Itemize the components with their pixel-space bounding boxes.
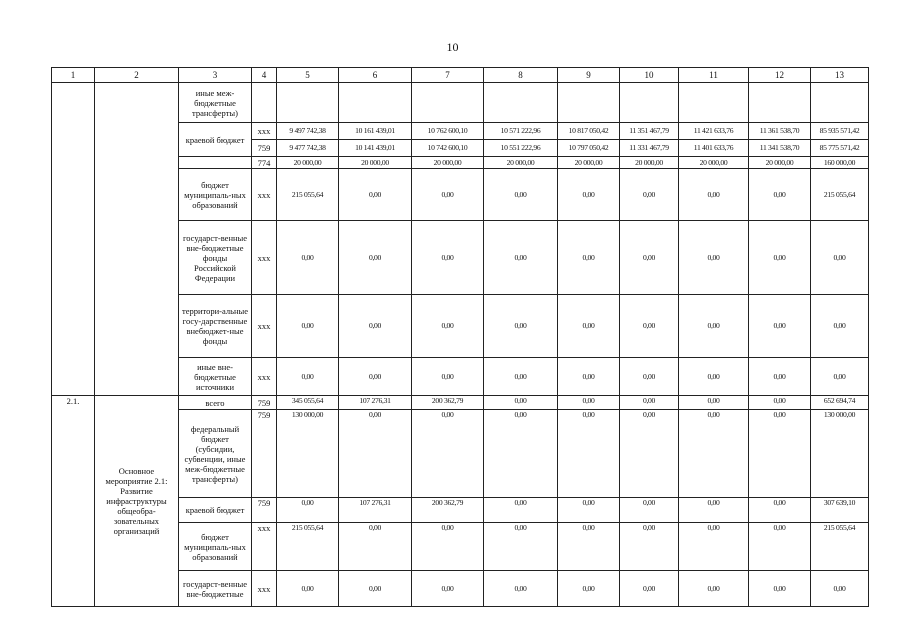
value-cell: 0,00 [277, 221, 339, 295]
code-cell: ххх [252, 123, 277, 140]
value-cell: 10 161 439,01 [339, 123, 412, 140]
value-cell: 0,00 [412, 295, 484, 358]
value-cell: 11 341 538,70 [749, 140, 811, 157]
value-cell: 0,00 [749, 523, 811, 571]
value-cell: 215 055,64 [811, 169, 869, 221]
value-cell: 0,00 [558, 523, 620, 571]
source-label: иные меж- бюджетные трансферты) [179, 83, 252, 123]
value-cell: 0,00 [811, 221, 869, 295]
value-cell: 0,00 [620, 396, 679, 410]
value-cell: 0,00 [749, 396, 811, 410]
value-cell: 0,00 [558, 396, 620, 410]
value-cell: 0,00 [749, 358, 811, 396]
value-cell: 0,00 [484, 169, 558, 221]
value-cell: 0,00 [679, 498, 749, 523]
value-cell: 9 477 742,38 [277, 140, 339, 157]
value-cell: 0,00 [811, 358, 869, 396]
column-header: 12 [749, 68, 811, 83]
table-row [52, 396, 869, 410]
source-label: бюджет муниципаль-ных образований [179, 523, 252, 571]
value-cell: 11 421 633,76 [679, 123, 749, 140]
value-cell [679, 83, 749, 123]
page-number: 10 [446, 40, 459, 54]
value-cell: 0,00 [620, 523, 679, 571]
column-header: 7 [412, 68, 484, 83]
value-cell: 652 694,74 [811, 396, 869, 410]
value-cell: 0,00 [412, 523, 484, 571]
source-label: иные вне-бюджетные источники [179, 358, 252, 396]
value-cell: 0,00 [484, 410, 558, 498]
source-label: государст-венные вне-бюджетные фонды Российской Федерации [179, 221, 252, 295]
value-cell: 0,00 [277, 571, 339, 607]
value-cell: 0,00 [620, 221, 679, 295]
value-cell: 10 762 600,10 [412, 123, 484, 140]
code-cell: 759 [252, 498, 277, 523]
value-cell: 85 775 571,42 [811, 140, 869, 157]
value-cell: 0,00 [749, 295, 811, 358]
source-label: федеральный бюджет (субсидии, субвенции, иные меж-бюджетные трансферты) [179, 410, 252, 498]
value-cell: 130 000,00 [811, 410, 869, 498]
value-cell: 0,00 [620, 571, 679, 607]
value-cell: 0,00 [811, 295, 869, 358]
source-label: краевой бюджет [179, 123, 252, 157]
value-cell: 20 000,00 [679, 157, 749, 169]
value-cell: 160 000,00 [811, 157, 869, 169]
source-label: всего [179, 396, 252, 410]
value-cell: 11 401 633,76 [679, 140, 749, 157]
value-cell [339, 83, 412, 123]
value-cell: 107 276,31 [339, 498, 412, 523]
value-cell: 200 362,79 [412, 498, 484, 523]
value-cell: 0,00 [749, 221, 811, 295]
value-cell: 0,00 [484, 358, 558, 396]
value-cell: 0,00 [484, 498, 558, 523]
value-cell: 10 141 439,01 [339, 140, 412, 157]
value-cell: 0,00 [277, 295, 339, 358]
column-header: 2 [95, 68, 179, 83]
value-cell: 0,00 [620, 410, 679, 498]
value-cell: 0,00 [679, 169, 749, 221]
value-cell [811, 83, 869, 123]
value-cell: 0,00 [412, 221, 484, 295]
row-number-cell: 2.1. [52, 396, 95, 607]
value-cell: 85 935 571,42 [811, 123, 869, 140]
code-cell: 759 [252, 410, 277, 498]
value-cell: 0,00 [339, 410, 412, 498]
value-cell [749, 83, 811, 123]
value-cell: 0,00 [749, 410, 811, 498]
source-label [179, 157, 252, 169]
value-cell: 20 000,00 [277, 157, 339, 169]
measure-name-cell: Основное мероприятие 2.1: Развитие инфраструктуры общеобра-зовательных организаций [95, 396, 179, 607]
value-cell: 130 000,00 [277, 410, 339, 498]
value-cell: 10 571 222,96 [484, 123, 558, 140]
value-cell: 0,00 [484, 396, 558, 410]
value-cell: 20 000,00 [558, 157, 620, 169]
value-cell: 10 551 222,96 [484, 140, 558, 157]
value-cell: 11 361 538,70 [749, 123, 811, 140]
column-header: 10 [620, 68, 679, 83]
code-cell: ххх [252, 169, 277, 221]
value-cell: 20 000,00 [620, 157, 679, 169]
value-cell [484, 83, 558, 123]
column-header: 4 [252, 68, 277, 83]
value-cell: 20 000,00 [749, 157, 811, 169]
header-row [52, 68, 869, 83]
value-cell: 0,00 [484, 523, 558, 571]
budget-table [51, 67, 869, 607]
code-cell: ххх [252, 523, 277, 571]
value-cell [412, 83, 484, 123]
source-label: государст-венные вне-бюджетные [179, 571, 252, 607]
value-cell: 11 351 467,79 [620, 123, 679, 140]
value-cell: 0,00 [749, 498, 811, 523]
value-cell: 0,00 [558, 358, 620, 396]
value-cell: 0,00 [339, 169, 412, 221]
column-header: 6 [339, 68, 412, 83]
value-cell: 11 331 467,79 [620, 140, 679, 157]
value-cell: 0,00 [277, 358, 339, 396]
column-header: 11 [679, 68, 749, 83]
value-cell: 10 817 050,42 [558, 123, 620, 140]
column-header: 1 [52, 68, 95, 83]
value-cell: 215 055,64 [811, 523, 869, 571]
value-cell: 215 055,64 [277, 169, 339, 221]
value-cell: 0,00 [484, 221, 558, 295]
source-label: краевой бюджет [179, 498, 252, 523]
value-cell: 0,00 [679, 221, 749, 295]
row-number-cell [52, 83, 95, 396]
code-cell [252, 83, 277, 123]
column-header: 9 [558, 68, 620, 83]
value-cell: 0,00 [620, 358, 679, 396]
code-cell: 759 [252, 140, 277, 157]
code-cell: 774 [252, 157, 277, 169]
value-cell [558, 83, 620, 123]
value-cell: 0,00 [679, 396, 749, 410]
source-label: бюджет муниципаль-ных образований [179, 169, 252, 221]
code-cell: ххх [252, 221, 277, 295]
value-cell: 0,00 [558, 221, 620, 295]
value-cell: 0,00 [339, 358, 412, 396]
value-cell: 0,00 [412, 169, 484, 221]
code-cell: ххх [252, 295, 277, 358]
value-cell: 0,00 [412, 410, 484, 498]
value-cell: 0,00 [749, 169, 811, 221]
value-cell: 0,00 [679, 358, 749, 396]
table-row [52, 83, 869, 123]
value-cell: 0,00 [339, 295, 412, 358]
source-label: территори-альные госу-дарственные внебюджет-ные фонды [179, 295, 252, 358]
value-cell: 215 055,64 [277, 523, 339, 571]
value-cell: 0,00 [679, 571, 749, 607]
value-cell: 0,00 [679, 523, 749, 571]
code-cell: 759 [252, 396, 277, 410]
code-cell: ххх [252, 571, 277, 607]
value-cell: 107 276,31 [339, 396, 412, 410]
value-cell: 0,00 [558, 498, 620, 523]
value-cell: 0,00 [277, 498, 339, 523]
value-cell: 10 797 050,42 [558, 140, 620, 157]
value-cell: 0,00 [679, 295, 749, 358]
value-cell: 0,00 [484, 571, 558, 607]
value-cell: 20 000,00 [339, 157, 412, 169]
value-cell [277, 83, 339, 123]
value-cell: 0,00 [558, 169, 620, 221]
column-header: 5 [277, 68, 339, 83]
value-cell: 0,00 [620, 295, 679, 358]
value-cell: 0,00 [558, 295, 620, 358]
value-cell: 10 742 600,10 [412, 140, 484, 157]
value-cell: 0,00 [558, 410, 620, 498]
column-header: 8 [484, 68, 558, 83]
value-cell: 0,00 [339, 571, 412, 607]
value-cell: 20 000,00 [412, 157, 484, 169]
value-cell: 0,00 [339, 523, 412, 571]
measure-name-cell [95, 83, 179, 396]
value-cell: 345 055,64 [277, 396, 339, 410]
value-cell: 307 639,10 [811, 498, 869, 523]
value-cell: 20 000,00 [484, 157, 558, 169]
value-cell: 9 497 742,38 [277, 123, 339, 140]
value-cell: 0,00 [811, 571, 869, 607]
code-cell: ххх [252, 358, 277, 396]
value-cell: 0,00 [749, 571, 811, 607]
value-cell: 0,00 [412, 358, 484, 396]
column-header: 3 [179, 68, 252, 83]
value-cell: 200 362,79 [412, 396, 484, 410]
value-cell: 0,00 [558, 571, 620, 607]
value-cell: 0,00 [484, 295, 558, 358]
value-cell: 0,00 [620, 498, 679, 523]
value-cell: 0,00 [412, 571, 484, 607]
value-cell: 0,00 [679, 410, 749, 498]
value-cell [620, 83, 679, 123]
value-cell: 0,00 [620, 169, 679, 221]
value-cell: 0,00 [339, 221, 412, 295]
column-header: 13 [811, 68, 869, 83]
